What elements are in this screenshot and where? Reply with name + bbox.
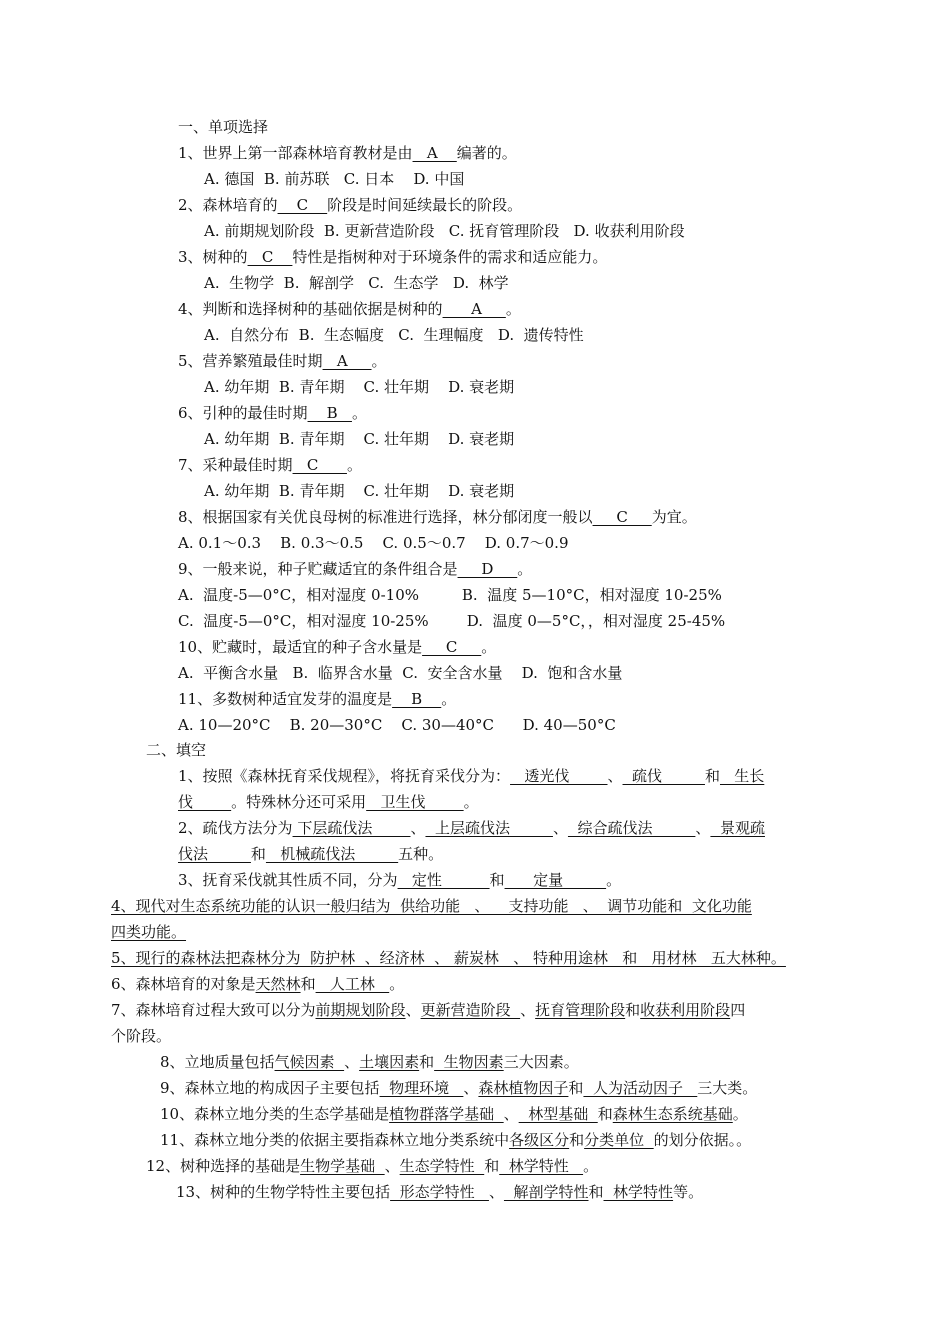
question-suffix: 。: [371, 352, 387, 370]
question-prompt: 7、采种最佳时期: [178, 456, 293, 474]
q2-text: 和: [250, 845, 266, 863]
q3-sep: 和: [489, 871, 505, 889]
q11-sep: 和: [569, 1131, 585, 1149]
q12-text: 。: [583, 1157, 599, 1175]
question-6-options: A. 幼年期 B. 青年期 C. 壮年期 D. 衰老期: [204, 430, 515, 448]
fill-q6: [111, 971, 404, 997]
q3-prompt: 3、抚育采伐就其性质不同，分为: [178, 871, 398, 889]
question-suffix: 。: [517, 560, 533, 578]
fill-q4-line1: 4、现代对生态系统功能的认识一般归结为 供给功能 、 支持功能 、 调节功能和 文化功能: [111, 897, 752, 915]
question-prompt: 1、世界上第一部森林培育教材是由: [178, 144, 413, 162]
q7-answer-4: 收获利用阶段: [640, 1001, 731, 1019]
fill-q8: [160, 1049, 579, 1075]
question-prompt: 10、贮藏时，最适宜的种子含水量是: [178, 638, 423, 656]
question-suffix: 。: [481, 638, 497, 656]
q10-sep: 、: [503, 1105, 519, 1123]
q9-sep: 和: [568, 1079, 584, 1097]
q12-answer-2: 生态学特性: [399, 1157, 485, 1175]
q9-prompt: 9、森林立地的构成因子主要包括: [160, 1079, 380, 1097]
q9-answer-2: 森林植物因子: [478, 1079, 569, 1097]
q1-text: 。: [463, 793, 479, 811]
q11-text: 的划分依据。。: [653, 1131, 752, 1149]
question-answer: A: [412, 144, 457, 162]
question-prompt: 2、森林培育的: [178, 196, 278, 214]
q2-sep: 、: [410, 819, 426, 837]
fill-q12: [146, 1153, 598, 1179]
question-answer: C: [277, 196, 328, 214]
question-3: [178, 244, 607, 270]
question-4: [178, 296, 521, 322]
question-suffix: 阶段是时间延续最长的阶段。: [327, 196, 523, 214]
q9-text: 三大类。: [697, 1079, 758, 1097]
q12-sep: 、: [384, 1157, 400, 1175]
question-answer: C: [247, 248, 293, 266]
q13-answer-2: 解剖学特性: [503, 1183, 589, 1201]
fill-q1-line1: [178, 763, 764, 789]
q13-sep: 和: [588, 1183, 604, 1201]
fill-q3: [178, 867, 621, 893]
q7-sep: 和: [625, 1001, 641, 1019]
q1-answer-1: 透光伐: [510, 767, 608, 785]
q6-sep: 和: [300, 975, 316, 993]
q8-answer-1: 气候因素: [274, 1053, 345, 1071]
q8-prompt: 8、立地质量包括: [160, 1053, 275, 1071]
fill-q1-line2: [178, 789, 479, 815]
q13-text: 等。: [673, 1183, 704, 1201]
q6-answer-1: 天然林: [255, 975, 301, 993]
question-answer: D: [457, 560, 518, 578]
q2-prompt: 2、疏伐方法分为: [178, 819, 293, 837]
question-9-options-2: C. 温度-5—0°C，相对湿度 10-25% D. 温度 0—5°C，，相对湿度 25-45%: [178, 612, 726, 630]
question-7: [178, 452, 362, 478]
question-10-options: A. 平衡含水量 B. 临界含水量 C. 安全含水量 D. 饱和含水量: [178, 664, 623, 682]
q3-answer-2: 定量: [504, 871, 607, 889]
question-suffix: 为宜。: [651, 508, 697, 526]
q13-answer-1: 形态学特性: [390, 1183, 489, 1201]
question-3-options: A. 生物学 B. 解剖学 C. 生态学 D. 林学: [204, 274, 509, 292]
question-6: [178, 400, 367, 426]
q13-sep: 、: [488, 1183, 504, 1201]
q1-prompt: 1、按照《森林抚育采伐规程》，将抚育采伐分为：: [178, 767, 511, 785]
question-answer: A: [322, 352, 372, 370]
q8-answer-3: 生物因素: [434, 1053, 504, 1071]
question-suffix: 。: [346, 456, 362, 474]
fill-q11: [160, 1127, 751, 1153]
fill-q7-line2: 个阶段。: [111, 1027, 172, 1045]
q2-answer-4-cont: 伐法: [178, 845, 251, 863]
q1-sep: 和: [704, 767, 720, 785]
q13-answer-3: 林学特性: [603, 1183, 674, 1201]
question-11-options: A. 10—20°C B. 20—30°C C. 30—40°C D. 40—50°C: [178, 716, 616, 734]
fill-q9: [160, 1075, 757, 1101]
q7-sep: 、: [405, 1001, 421, 1019]
q7-text: 四: [730, 1001, 746, 1019]
question-suffix: 。: [505, 300, 521, 318]
question-1: [178, 140, 517, 166]
question-10: [178, 634, 496, 660]
q7-sep: 、: [520, 1001, 536, 1019]
q8-sep: 、: [344, 1053, 360, 1071]
q12-answer-1: 生物学基础: [300, 1157, 385, 1175]
q6-prompt: 6、森林培育的对象是: [111, 975, 256, 993]
q7-prompt: 7、森林培育过程大致可以分为: [111, 1001, 316, 1019]
q12-answer-3: 林学特性: [499, 1157, 584, 1175]
q6-answer-2: 人工林: [315, 975, 390, 993]
q2-answer-4: 景观疏: [710, 819, 765, 837]
q1-answer-3: 生长: [719, 767, 765, 785]
q13-prompt: 13、树种的生物学特性主要包括: [176, 1183, 391, 1201]
fill-q10: [160, 1101, 748, 1127]
q2-text: 五种。: [398, 845, 444, 863]
question-suffix: 。: [441, 690, 457, 708]
fill-q5: 5、现行的森林法把森林分为 防护林 、经济林 、 薪炭林 、 特种用途林 和 用材林 五大林种。: [111, 949, 786, 967]
fill-q7-line1: [111, 997, 745, 1023]
q1-sep: 、: [607, 767, 623, 785]
question-prompt: 11、多数树种适宜发芽的温度是: [178, 690, 393, 708]
q12-sep: 和: [484, 1157, 500, 1175]
question-answer: A: [442, 300, 506, 318]
q9-answer-1: 物理环境: [379, 1079, 464, 1097]
question-2-options: A. 前期规划阶段 B. 更新营造阶段 C. 抚育管理阶段 D. 收获利用阶段: [204, 222, 685, 240]
fill-q2-line2: [178, 841, 443, 867]
fill-q2-line1: [178, 815, 765, 841]
q7-answer-1: 前期规划阶段: [315, 1001, 406, 1019]
q1-answer-4: 卫生伐: [366, 793, 464, 811]
question-2: [178, 192, 522, 218]
q8-answer-2: 土壤因素: [359, 1053, 420, 1071]
question-7-options: A. 幼年期 B. 青年期 C. 壮年期 D. 衰老期: [204, 482, 515, 500]
q11-answer-1: 各级区分: [509, 1131, 570, 1149]
q11-answer-2: 分类单位: [584, 1131, 654, 1149]
question-5-options: A. 幼年期 B. 青年期 C. 壮年期 D. 衰老期: [204, 378, 515, 396]
question-4-options: A. 自然分布 B. 生态幅度 C. 生理幅度 D. 遗传特性: [204, 326, 584, 344]
q10-answer-3: 森林生态系统基础: [612, 1105, 733, 1123]
q8-text: 三大因素。: [503, 1053, 579, 1071]
question-prompt: 4、判断和选择树种的基础依据是树种的: [178, 300, 443, 318]
question-prompt: 8、根据国家有关优良母树的标准进行选择，林分郁闭度一般以: [178, 508, 593, 526]
q2-answer-1: 下层疏伐法: [292, 819, 411, 837]
q7-answer-3: 抚育管理阶段: [535, 1001, 626, 1019]
question-prompt: 9、一般来说，种子贮藏适宜的条件组合是: [178, 560, 458, 578]
question-prompt: 3、树种的: [178, 248, 248, 266]
q3-answer-1: 定性: [397, 871, 490, 889]
question-answer: B: [307, 404, 352, 422]
q1-text: 。特殊林分还可采用: [231, 793, 367, 811]
q7-answer-2: 更新营造阶段: [420, 1001, 521, 1019]
question-11: [178, 686, 456, 712]
q1-answer-3-cont: 伐: [178, 793, 232, 811]
question-answer: C: [592, 508, 652, 526]
q2-answer-5: 机械疏伐法: [265, 845, 399, 863]
q1-answer-2: 疏伐: [622, 767, 705, 785]
q8-sep: 和: [419, 1053, 435, 1071]
section2-title: 二、填空: [146, 741, 207, 759]
fill-q4-line2: 四类功能。: [111, 923, 187, 941]
question-answer: C: [292, 456, 347, 474]
q11-prompt: 11、森林立地分类的依据主要指森林立地分类系统中: [160, 1131, 510, 1149]
question-5: [178, 348, 387, 374]
question-answer: B: [392, 690, 442, 708]
question-prompt: 5、营养繁殖最佳时期: [178, 352, 323, 370]
q9-answer-3: 人为活动因子: [583, 1079, 698, 1097]
q10-answer-1: 植物群落学基础: [389, 1105, 504, 1123]
q2-answer-3: 综合疏伐法: [567, 819, 696, 837]
q3-text: 。: [606, 871, 622, 889]
question-prompt: 6、引种的最佳时期: [178, 404, 308, 422]
question-suffix: 编著的。: [456, 144, 517, 162]
question-suffix: 特性是指树种对于环境条件的需求和适应能力。: [292, 248, 608, 266]
q10-text: 。: [732, 1105, 748, 1123]
q10-prompt: 10、森林立地分类的生态学基础是: [160, 1105, 390, 1123]
section1-title: 一、单项选择: [178, 118, 269, 136]
question-8: [178, 504, 697, 530]
question-answer: C: [422, 638, 482, 656]
question-1-options: A. 德国 B. 前苏联 C. 日本 D. 中国: [204, 170, 465, 188]
q2-answer-2: 上层疏伐法: [425, 819, 553, 837]
q10-answer-2: 林型基础: [518, 1105, 598, 1123]
q2-sep: 、: [695, 819, 711, 837]
q6-text: 。: [389, 975, 405, 993]
q12-prompt: 12、树种选择的基础是: [146, 1157, 301, 1175]
question-8-options: A. 0.1～0.3 B. 0.3～0.5 C. 0.5～0.7 D. 0.7～0.9: [178, 534, 569, 552]
q10-sep: 和: [597, 1105, 613, 1123]
question-9-options: A. 温度-5—0°C，相对湿度 0-10% B. 温度 5—10°C，相对湿度 10-25%: [178, 586, 722, 604]
q2-sep: 、: [552, 819, 568, 837]
fill-q13: [176, 1179, 703, 1205]
q9-sep: 、: [463, 1079, 479, 1097]
question-suffix: 。: [351, 404, 367, 422]
question-9: [178, 556, 532, 582]
